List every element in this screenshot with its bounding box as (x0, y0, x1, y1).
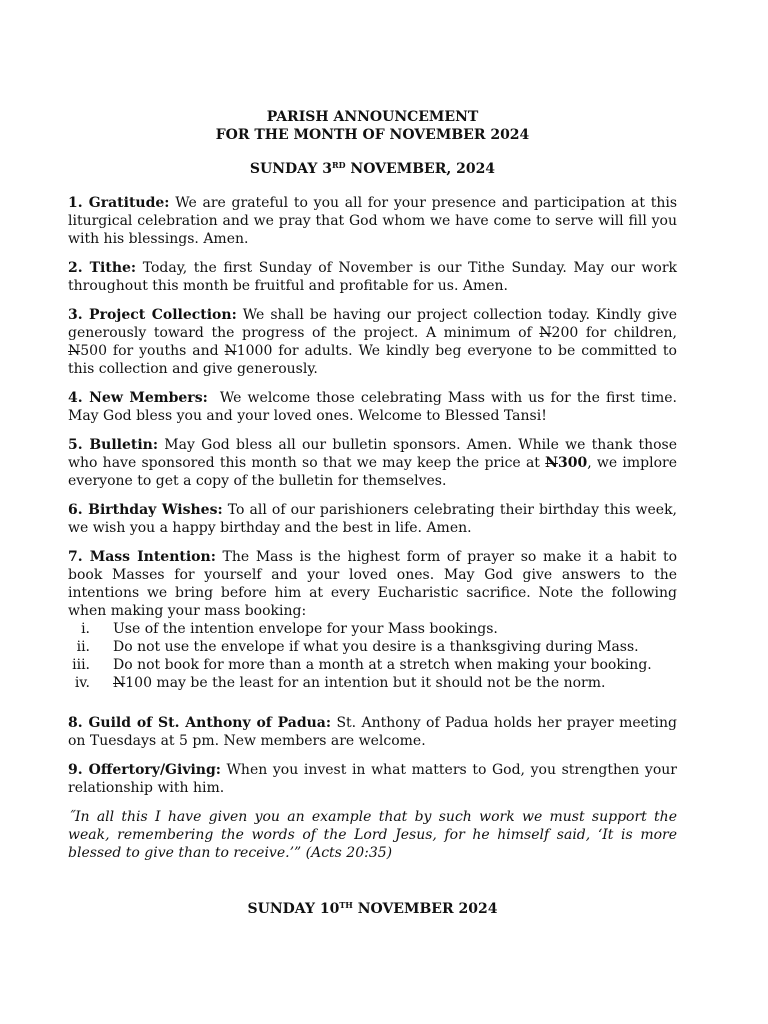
announcement-bulletin (68, 436, 677, 490)
mass-intention-list (68, 620, 677, 692)
announcement-gratitude (68, 194, 677, 248)
project-title: 3. Project Collection: (68, 307, 237, 323)
bulletin-text-2: , we implore everyone to get a copy of the bulletin for themselves. (68, 455, 678, 489)
list-item-amount: 100 (125, 675, 152, 691)
offertory-text: When you invest in what matters to God, you strengthen your relationship with him. (68, 762, 677, 796)
list-item-number: i. (81, 621, 90, 637)
document-subtitle: FOR THE MONTH OF NOVEMBER 2024 (215, 127, 530, 143)
project-text-1: We shall be having our project collection today. Kindly give generously toward the progress of the project. A minimum of (68, 307, 677, 341)
list-item (68, 620, 677, 638)
members-text: We welcome those celebrating Mass with us for the first time. May God bless you and your loved ones. Welcome to Blessed Tansi! (68, 390, 682, 424)
list-item-text: may be the least for an intention but it should not be the norm. (151, 675, 606, 691)
announcement-new-members (68, 389, 682, 425)
birthday-title: 6. Birthday Wishes: (68, 502, 223, 518)
sunday-heading-1-day: SUNDAY 3 (249, 161, 332, 177)
guild-title: 8. Guild of St. Anthony of Padua: (68, 715, 332, 731)
announcement-birthday (68, 501, 677, 537)
gratitude-text: We are grateful to you all for your presence and participation at this liturgical celebration and we pray that God whom we have come to serve will fill you with his blessings. Amen. (68, 195, 678, 247)
project-text-3: for youths and (106, 343, 225, 359)
bulletin-price: 300 (557, 455, 588, 471)
sunday-heading-2 (68, 900, 677, 918)
naira-sign: N (545, 455, 558, 471)
mass-text: The Mass is the highest form of prayer so make it a habit to book Masses for yourself and your loved ones. May God give answers to the intentions we bring before him at every Eucharistic sacrifice. Note the following when making your mass booking: (68, 549, 677, 619)
project-amount-youths: 500 (80, 343, 107, 359)
mass-title: 7. Mass Intention: (68, 549, 216, 565)
sunday-heading-1-ordinal: RD (331, 160, 346, 170)
sunday-heading-2-ordinal: TH (339, 900, 353, 910)
bulletin-title: 5. Bulletin: (68, 437, 159, 453)
sunday-heading-1 (68, 160, 677, 178)
list-item-number: iv. (74, 675, 90, 691)
offertory-title: 9. Offertory/Giving: (68, 762, 221, 778)
list-item (68, 656, 677, 674)
sunday-heading-1-month: NOVEMBER, 2024 (345, 161, 496, 177)
naira-sign: N (68, 343, 81, 359)
announcement-tithe (68, 259, 677, 295)
tithe-text: Today, the first Sunday of November is our Tithe Sunday. May our work throughout this month be fruitful and profitable for us. Amen. (68, 260, 677, 294)
naira-sign: N (113, 675, 126, 691)
announcement-guild (68, 714, 677, 750)
project-amount-adults: 1000 (236, 343, 273, 359)
sunday-heading-2-month: NOVEMBER 2024 (352, 901, 498, 917)
list-item-number: iii. (72, 657, 90, 673)
bulletin-text-1: May God bless all our bulletin sponsors. Amen. While we thank those who have sponsored this month so that we may keep the price at (68, 437, 677, 471)
tithe-title: 2. Tithe: (68, 260, 137, 276)
gratitude-title: 1. Gratitude: (68, 195, 170, 211)
list-item-text: Use of the intention envelope for your Mass bookings. (113, 621, 498, 637)
list-item-text: Do not use the envelope if what you desire is a thanksgiving during Mass. (113, 639, 639, 655)
document-page (68, 108, 682, 918)
list-item (68, 638, 677, 656)
members-title: 4. New Members: (68, 390, 208, 406)
naira-sign: N (224, 343, 237, 359)
project-amount-children: 200 (551, 325, 579, 341)
scripture-quote: ˝In all this I have given you an example that by such work we must support the weak, remembering the words of the Lord Jesus, for he himself said, ‘It is more blessed to give than to receive.’” (Acts 20:35) (68, 809, 677, 861)
birthday-text: To all of our parishioners celebrating their birthday this week, we wish you a happy birthday and the best in life. Amen. (68, 502, 678, 536)
announcement-mass-intention (68, 548, 677, 620)
list-item (68, 674, 677, 692)
guild-text: St. Anthony of Padua holds her prayer meeting on Tuesdays at 5 pm. New members are welcome. (68, 715, 677, 749)
project-text-2: for children, (578, 325, 677, 341)
sunday-heading-2-day: SUNDAY 10 (247, 901, 340, 917)
naira-sign: N (539, 325, 552, 341)
list-item-text: Do not book for more than a month at a stretch when making your booking. (113, 657, 652, 673)
announcement-project-collection (68, 306, 677, 378)
document-title: PARISH ANNOUNCEMENT (266, 109, 479, 125)
announcement-offertory (68, 761, 677, 797)
project-text-4: for adults. We kindly beg everyone to be committed to this collection and give generously. (68, 343, 677, 377)
list-item-number: ii. (76, 639, 90, 655)
